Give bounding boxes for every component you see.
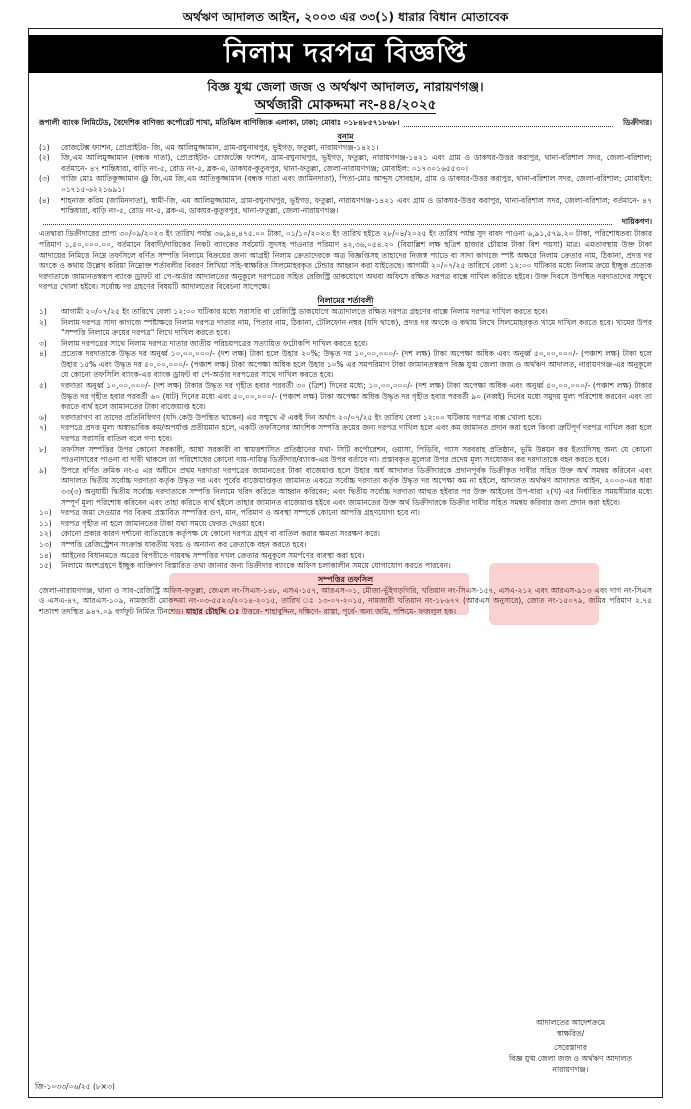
boundary-label: যাহার চৌহদ্দি ঃ xyxy=(185,606,240,616)
condition-item xyxy=(39,508,652,519)
debtor-text: জি,এম আলিমুজ্জামান (বন্ধক দাতা), প্রোপ্রাইটর- রোজটেক্স ফ্যাশন, গ্রাম-রঘুনাথপুর, ভূইগড়, ফতুল্লা, নারায়ণগঞ্জ-১৪২১ এবং গ্রাম ও ডাকঘর-উত্তর করাপুর, থানা-বরিশাল সদর, জেলা-বরিশাল; বর্তমানে- ৪৭ শান্তিধারা, বাড়ি নং-৫, রোড নং-৫, ব্লক-এ, ডাকঘর-কুতুবপুর, থানা-ফতুল্লা, জেলা-নারায়ণগঞ্জ; মোবাইল: ০১৭৩০১৬৫৫৩০। xyxy=(61,153,652,173)
condition-text: আগামী ২০/০৭/২৫ ইং তারিখে বেলা ১২:০০ ঘটিকার মধ্যে সরাসরি বা রেজিস্ট্রি ডাকযোগে অত্রাদালতে রক্ষিত দরপত্র গ্রহণের বাক্সে নিলাম দরপত্র দাখিল করতে হবে। xyxy=(61,306,548,316)
condition-item xyxy=(39,423,652,444)
condition-number: ৫) xyxy=(39,381,47,391)
condition-number: ১৩) xyxy=(39,539,52,549)
condition-text: নিলামে অংশগ্রহণে ইচ্ছুক ব্যক্তিগণ বিস্তারিত তথ্য জানার জন্য ডিক্রীদার ব্যাংকে অফিস চলাকালীন সময়ে যোগাযোগ করতে পারবেন। xyxy=(61,561,451,571)
condition-number: ৮) xyxy=(39,444,47,454)
judgment-debtor-row xyxy=(39,217,652,228)
boundary-text: উত্তরে- শাহাবুদ্দিন, দক্ষিণে- রাস্তা, পূর্বে- অন্য জমি, পশ্চিমে- ফজলুল হক। xyxy=(241,606,457,616)
condition-number: ১৫) xyxy=(39,561,52,571)
signature-line-title: সেরেস্তাদার xyxy=(554,1043,587,1052)
condition-text: দরপত্র গৃহীত না হলে জামানতের টাকা যথা সময়ে ফেরত দেওয়া হবে। xyxy=(61,518,265,528)
decree-holder-text: রূপালী ব্যাংক লিমিটেড, বৈদেশিক বাণিজ্য কর্পোরেট শাখা, মতিঝিল বাণিজ্যিক এলাকা, ঢাকা; মোবাঃ ০১৮৪৮৫৭১৮৬৮। xyxy=(39,118,400,127)
condition-text: নিলাম দরপত্র সাদা কাগজে স্পষ্টাক্ষরে নিলাম দরপত্র দাতার নাম, পিতার নাম, ঠিকানা, টেলিফোন নম্বর (যদি থাকে), প্রদত্ত দর অংকে ও কথায় লিখে সিলমোহরকৃত খামে দাখিল করতে হবে। খামের উপর "সম্পত্তি নিলামে ক্রয়ের দরপত্র" লিখে দাখিল করতে হবে। xyxy=(61,317,652,338)
condition-item xyxy=(39,519,652,530)
judgment-debtor-label: দায়িকগণ। xyxy=(621,216,652,226)
conditions-heading xyxy=(39,295,652,307)
debtor-text: গাজি মোঃ আতিকুজ্জামান @ জি,এম জি,এম আতিকুজ্জামান (বন্ধক দাতা এবং জামিনদাতা), পিতা-মোঃ আব্দুস সোবহান, গ্রাম ও ডাকঘর-উত্তর করাপুর, থানা-বরিশাল সদর, জেলা-বরিশাল; মোবাইল: ০১৭১৫-৬২২১৬৯১। xyxy=(61,174,652,194)
condition-item xyxy=(39,318,652,339)
debtor-item xyxy=(39,196,652,217)
condition-text: প্রত্যেক দরদাতাকে উদ্ধৃত দর অনুর্ধ্ব ১০,০০,০০০/- (দশ লক্ষ) টাকা হলে উহার ২০%; উদ্ধৃত দর ১০,০০,০০০/- (দশ লক্ষ) টাকা অপেক্ষা অধিক এবং অনুর্ধ্ব ৫০,০০,০০০/- (পঞ্চাশ লক্ষ) টাকা হলে উহার ১৫% এবং উদ্ধৃত দর ৫০,০০,০০০/- (পঞ্চাশ লক্ষ) টাকা অপেক্ষা অধিক হলে উহার ১০% এর সমপরিমাণ টাকা জামানতস্বরূপ বিজ্ঞ যুগ্ম জেলা জজ ও অর্থঋণ আদালত, নারায়ণগঞ্জ-এর অনুকূলে যে কোনো তফসিলি ব্যাংক-এর ব্যাংক ড্রাফট বা পে-অর্ডার দরপত্রের সাথে দাখিল করতে হবে। xyxy=(61,349,652,380)
conditions-list xyxy=(39,307,652,572)
condition-text: কোনো প্রকার কারণ দর্শানো ব্যতিরেকে কর্তৃপক্ষ যে কোনো দরপত্র গ্রহণ বা বাতিল করার ক্ষমতা সংরক্ষণ করে। xyxy=(61,529,380,539)
condition-number: ৩) xyxy=(39,338,47,348)
debtor-item xyxy=(39,153,652,174)
condition-item xyxy=(39,551,652,562)
condition-item xyxy=(39,561,652,572)
condition-item xyxy=(39,307,652,318)
versus-heading xyxy=(39,131,652,143)
condition-number: ৯) xyxy=(39,465,47,475)
condition-item xyxy=(39,466,652,508)
condition-text: উপরে বর্ণিত ক্রমিক নং-৫ এর অধীনে প্রথম দরদাতা দরপত্রের জামানতের টাকা বাজেয়াপ্ত হলে উহার অর্ধ আদালত ডিক্রীদারকে প্রদানপূর্বক ডিক্রীকৃত দাবীর সহিত উক্ত অর্থ সমন্বয় করিবেন এবং আদালত দ্বিতীয় সর্বোচ্চ দরদাতা কর্তৃক উদ্ধৃত দর এবং পূর্বের বাজেয়াপ্তকৃত জামানত একত্রে সর্বোচ্চ দরদাতা কর্তৃক উদ্ধৃত দর অপেক্ষা কম না হইলে, আদালত অর্থঋণ আদালত আইন, ২০০৩-এর ধারা ৩৩(৩) অনুযায়ী দ্বিতীয় সর্বোচ্চ দরদাতাকে সম্পত্তি নিলামে খরিদ করিতে আহ্বান করিবেন; এবং দ্বিতীয় সর্বোচ্চ দরদাতা আহুত হইবার পর উক্ত আইনের উপ-ধারা ২(খ) এর নির্ধারিত সময়সীমার মধ্যে সম্পূর্ণ মূল্য পরিশোধ করিবেন এবং তাহা করিতে ব্যর্থ হইলে তাহার জামানত বাজেয়াপ্ত হইবে এবং জামানতের উক্ত অর্থ ডিক্রীদারকে ডিক্রীর দাবীর সহিত সমন্বয় করিবার জন্য প্রদান করা হইবে। xyxy=(61,465,652,507)
signature-line-signed: স্বাক্ষরিত/ xyxy=(556,1029,585,1038)
court-name: বিজ্ঞ যুগ্ম জেলা জজ ও অর্থঋণ আদালত, নারায়ণগঞ্জ। xyxy=(207,79,484,94)
condition-text: সম্পত্তি রেজিস্ট্রেশন সংক্রান্ত যাবতীয় খরচ ও অন্যান্য কর ক্রেতাকে বহন করতে হবে। xyxy=(61,539,307,549)
signature-line-place: নারায়ণগঞ্জ। xyxy=(552,1065,589,1074)
condition-text: দরদাতাগণ বা তাদের প্রতিনিধিগণ (যদি কেউ উপস্থিত থাকেন) এর সম্মুখে ঐ একই দিন অর্থাৎ ২০/০৭/২৫ ইং তারিখ বেলা ১২:০০ ঘটিকায় দরপত্র বাক্স খোলা হবে। xyxy=(61,412,542,422)
condition-item xyxy=(39,445,652,466)
case-number xyxy=(39,96,652,115)
condition-number: ৪) xyxy=(39,349,47,359)
conditions-heading-text: নিলামের শর্তাবলী xyxy=(317,295,374,305)
footer-code: জি-১০৩৩/০৬/২৫ (৮×৩) xyxy=(35,1082,115,1091)
condition-number: ১৪) xyxy=(39,550,52,560)
decree-holder-row xyxy=(39,118,652,129)
notice-title: নিলাম দরপত্র বিজ্ঞপ্তি xyxy=(29,35,662,73)
condition-item xyxy=(39,540,652,551)
schedule-paragraph xyxy=(39,586,652,618)
debtor-item xyxy=(39,174,652,195)
condition-number: ১) xyxy=(39,306,47,316)
decree-holder-label: ডিক্রীদার। xyxy=(622,118,652,127)
debtor-number: (১) xyxy=(39,142,50,152)
debtor-number: (৪) xyxy=(39,195,50,205)
signature-block xyxy=(509,1017,632,1075)
legal-basis-line: অর্থঋণ আদালত আইন, ২০০৩ এর ৩৩(১) ধারার বিধান মোতাবেক xyxy=(182,10,509,24)
schedule-heading-text: সম্পত্তির তফসিল xyxy=(317,574,374,584)
condition-number: ১১) xyxy=(39,518,52,528)
debtor-text: শাহনাজ করিম (জামিনদাতা), স্বামী-জি, এম আলিমুজ্জামান, গ্রাম-রঘুনাথপুর, ভূইগড়, ফতুল্লা, নারায়ণগঞ্জ-১৪২১ এবং গ্রাম ও ডাকঘর-উত্তর করাপুর, থানা-বরিশাল সদর, জেলা-বরিশাল; বর্তমানে- ৪৭ শান্তিধারা, বাড়ি নং-৫, রোড নং-৫, ব্লক-এ, ডাকঘর-কুতুবপুর, থানা-ফতুল্লা, জেলা-নারায়ণগঞ্জ। xyxy=(61,195,652,216)
intro-paragraph: এতদ্বারা ডিক্রীদারের প্রাপ্য ৩০/০৯/২০২৩ ইং তারিখ পর্যন্ত ৩৬,৯৪,৪৭৫.০০ টাকা, ০১/১০/২০২৩ ইং তারিখ হইতে ২৮/০৪/২০২৫ ইং তারিখ পর্যন্ত সুদ বাবদ পাওনা ৬,৯১,৫৭৯.২০ টাকা, পরিশোধতব্য টাকার পরিমাণ ১,৫০,০০০.০০, বর্তমানে বিবাদী/দায়িকের নিকট ব্যাংকের সর্বমোট সুদসহ পাওনার পরিমাণ ৪২,৩৬,০৫৪.২০ (বিয়াল্লিশ লক্ষ ছত্রিশ হাজার চৌয়ান্ন টাকা বিশ পয়সা) মাত্র। এমতাবস্থায় উক্ত টাকা আদায়ের নিমিত্তে নিম্নে তফসিলে বর্ণিত সম্পত্তি নিলামে বিক্রয়ের জন্য আগ্রহী নিলাম ক্রেতাদেরকে অত্র বিজ্ঞপ্তিসহ তাহাদের নিজস্ব প্যাডে বা সাদা কাগজে স্পষ্ট অক্ষরে নিলাম ক্রেতার নাম, ঠিকানা, প্রদত্ত দর অংকে ও কথায় উল্লেখ করিয়া নিম্নোক্ত শর্তাবলীর বিবরণ লিখিয়া সহি-স্বাক্ষরিত সিলমোহরকৃত টেন্ডার আহ্বান করা যাইতেছে। আগামী ২০/০৭/২৫ তারিখে বেলা ১২:০০ ঘটিকার মধ্যে নিলাম ক্রয়ে ইচ্ছুক প্রত্যেক দরদাতাকে জামানতস্বরূপ ব্যাংক ড্রাফট বা পে-অর্ডার আদালতের অনুকূলে দরপত্রের সহিত রেজিস্ট্রি ডাকযোগে অথবা অফিসে রক্ষিত দরপত্র বাক্সে দাখিল করিতে হইবে। উক্ত দিবসে উপস্থিত দরদাতাদের সম্মুখে দরপত্র খোলা হইবে। সর্বোচ্চ দর গ্রহণের বিষয়টি আদালতের বিবেচনা সাপেক্ষে। xyxy=(39,229,652,292)
condition-item xyxy=(39,529,652,540)
notice-frame xyxy=(28,28,663,1098)
condition-number: ৭) xyxy=(39,423,47,433)
condition-item xyxy=(39,349,652,381)
condition-text: দরপত্র জমা দেওয়ার পর বিক্রয় প্রস্তাবিত সম্পত্তির গুণ, মান, পরিমাণ ও অবস্থা সম্পর্কে কোনো আপত্তি গ্রহণযোগ্য হবে না। xyxy=(61,508,420,518)
condition-text: তফসিল সম্পত্তির উপর কোনো সরকারী, আধা সরকারী বা স্বায়ত্তশাসিত প্রতিষ্ঠানের যথা- সিটি কর্পোরেশন, ওয়াসা, পিডিবি, গ্যাস সরবরাহ প্রতিষ্ঠান, ভূমি উন্নয়ন কর ইত্যাদিসহ অন্য যে কোনো পাওনাদারের পাওনা বা দাবী থাকলে তা পরিশোধের কোনো দায়-দায়িত্ব ডিক্রীদার/ব্যাংক-এর উপর বর্তাবে না। প্রস্তাবকৃত মূল্যের উপর প্রদেয় মূল্য সংযোজন কর দরদাতাকে বহন করতে হবে। xyxy=(61,444,652,465)
signature-line-order: আদালতের আদেশক্রমে xyxy=(535,1018,606,1027)
condition-item xyxy=(39,339,652,350)
debtor-text: রোজটেক্স ফ্যাশন, প্রোপ্রাইটর- জি, এম আলিমুজ্জামান, গ্রাম-রঘুনাথপুর, ভূইগড়, ফতুল্লা, নারায়ণগঞ্জ-১৪২১। xyxy=(61,142,379,152)
condition-number: ৬) xyxy=(39,412,47,422)
dotted-leader xyxy=(43,224,612,225)
condition-text: নিলাম দরপত্রের সাথে নিলাম দরপত্র দাতার জাতীয় পরিচয়পত্রের সত্যায়িত ফটোকপি দাখিল করতে হবে। xyxy=(61,338,368,348)
debtor-list xyxy=(39,143,652,217)
condition-text: দরপত্রে প্রদত্ত মূল্য অস্বাভাবিক কম/অপর্যাপ্ত প্রতীয়মান হলে, একটি তফসিলের আংশিক সম্পত্তি ক্রয়ের জন্য দরপত্র দাখিল হলে এবং কম জামানত প্রদান করা হলে কিংবা ত্রুটিপূর্ণ দরপত্র দাখিল করা হলে দরপত্র সরাসরি বাতিল বলে গণ্য হবে। xyxy=(61,423,652,444)
schedule-text: জেলা-নারায়ণগঞ্জ, থানা ও সাব-রেজিস্ট্রি অফিস-ফতুল্লা, জেএল নং-সিএস-১৪৮, এসএ-১৫৭, আরএস-০১, মৌজা-ভূঁইগড়গিরি, খতিয়ান নং-সিএস-১৫৭, এসএ-২১২ এবং আরএস-৯১৩ এবং দাগ নং-সিএস ও এসএ-৪৭, আরএস-১০৯, নামজারী মোকদ্দমা নং-০৩-৫৫২৩/২০১৪-২০১৫, তারিখ ঃ ১৩-০৭-২০১৫, নামজারী খতিয়ান নং-১৮৬৭৭ (আরএস অনুসারে), জোত নং-১৫০৭৯, জমির পরিমাণ ২.৭৫ শতাংশ তদস্থিত ৯৪৭.০৯ বর্গফুট নির্মিত টিনশেড। xyxy=(39,585,652,616)
condition-item xyxy=(39,413,652,424)
condition-number: ২) xyxy=(39,317,47,327)
debtor-item xyxy=(39,143,652,154)
signature-line-court: বিজ্ঞ যুগ্ম জেলা জজ ও অর্থঋণ আদালত xyxy=(509,1054,632,1063)
condition-text: আইনের বিধানমতে অত্রের বিপরীতে দায়বদ্ধ সম্পত্তির দখল ক্রেতার অনুকূলে সমর্পণের ব্যবস্থা করা হবে। xyxy=(61,550,365,560)
case-number-text: অর্থজারী মোকদ্দমা নং-৪৪/২০২৫ xyxy=(254,97,437,113)
dotted-leader xyxy=(404,126,613,127)
condition-text: দরদাতা অনুর্ধ্ব ১০,০০,০০০/- (দশ লক্ষ) টাকার উদ্ধৃত দর গৃহীত হবার পরবর্তী ৩০ (ত্রিশ) দিনের মধ্যে; ১০,০০,০০০/- (দশ লক্ষ) টাকা অপেক্ষা অধিক এবং অনুর্ধ্ব ৫০,০০,০০০/- (পঞ্চাশ লক্ষ) টাকার উদ্ধৃত দর গৃহীত হবার পরবর্তী ৬০ (ষাট) দিনের মধ্যে এবং ৫০,০০,০০০/- (পঞ্চাশ লক্ষ) টাকা অপেক্ষা অধিক উদ্ধৃত দর গৃহীত হবার পরবর্তী ৯০ (নব্বই) দিনের মধ্যে সমুদয় মূল্য পরিশোধ করবেন এবং তা করতে ব্যর্থ হলে জামানতের টাকা বাজেয়াপ্ত হবে। xyxy=(61,381,652,412)
debtor-number: (২) xyxy=(39,153,50,163)
condition-item xyxy=(39,381,652,413)
condition-number: ১০) xyxy=(39,508,52,518)
debtor-number: (৩) xyxy=(39,174,50,184)
schedule-heading xyxy=(39,574,652,586)
condition-number: ১২) xyxy=(39,529,52,539)
versus-text: বনাম xyxy=(337,131,354,141)
